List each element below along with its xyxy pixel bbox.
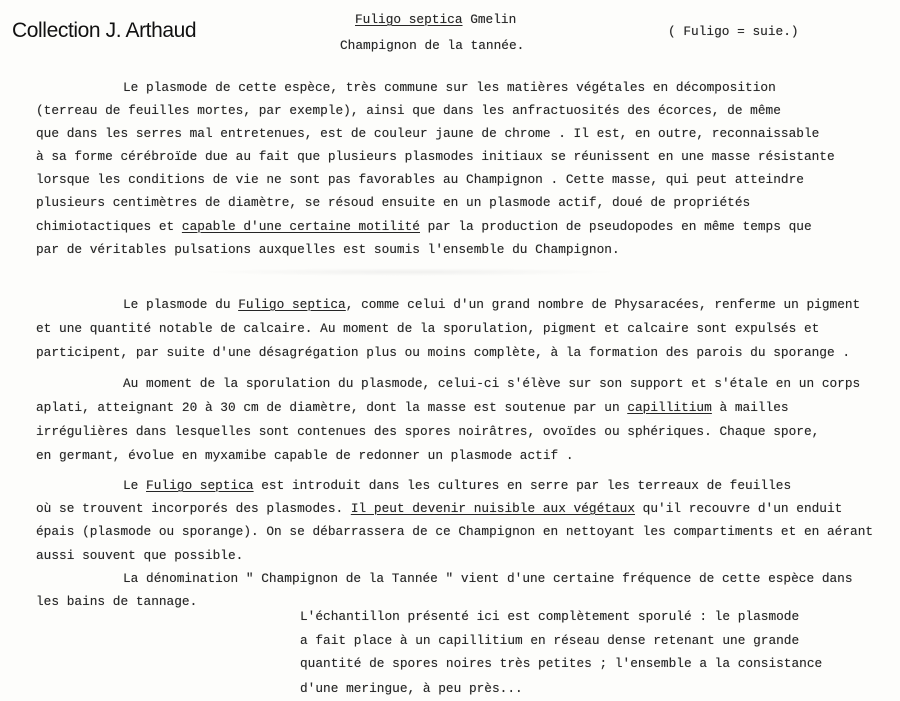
paper-smudge [200,268,620,276]
text-line: les bains de tannage. [36,594,198,609]
text-segment: Le plasmode du [123,297,239,312]
text-line: plusieurs centimètres de diamètre, se résoud ensuite en un plasmode actif, doué de propriétés [36,195,751,210]
text-line: L'échantillon présenté ici est complètement sporulé : le plasmode [300,609,800,624]
text-segment: Le [123,478,147,493]
text-segment: qu'il recouvre d'un enduit [635,501,843,516]
text-line: a fait place à un capillitium en réseau dense retenant une grande [300,633,800,648]
text-line: quantité de spores noires très petites ; l'ensemble a la consistance [300,656,823,671]
collection-label: Collection J. Arthaud [12,19,197,42]
text-line: participent, par suite d'une désagrégation plus ou moins complète, à la formation des parois du sporange . [36,345,851,360]
text-line: en germant, évolue en myxamibe capable de redonner un plasmode actif . [36,448,574,463]
underlined-phrase: capable d'une certaine motilité [181,219,420,234]
text-line: à sa forme cérébroïde due au fait que plusieurs plasmodes initiaux se réunissent en une masse résistante [36,149,835,164]
underlined-phrase: Il peut devenir nuisible aux végétaux [350,501,635,516]
title-author: Gmelin [462,12,517,27]
text-segment: où se trouvent incorporés des plasmodes. [36,501,351,516]
text-segment: par la production de pseudopodes en même temps que [419,219,812,234]
text-segment: à mailles [711,400,789,415]
underlined-phrase: capillitium [627,400,712,415]
text-segment: est introduit dans les cultures en serre par les terreaux de feuilles [253,478,792,493]
text-segment: aplati, atteignant 20 à 30 cm de diamètre, dont la masse est soutenue par un [36,400,628,415]
text-line: que dans les serres mal entretenues, est de couleur jaune de chrome . Il est, en outre, reconnaissable [36,126,820,141]
text-segment: chimiotactiques et [36,219,182,234]
text-line [36,400,789,415]
document-title [355,12,516,27]
text-line: Le plasmode de cette espèce, très commune sur les matières végétales en décomposition [123,80,776,95]
underlined-phrase: Fuligo septica [238,297,346,312]
text-line: irrégulières dans lesquelles sont contenues des spores noirâtres, ovoïdes ou sphériques. Chaque spore, [36,424,820,439]
text-line: aussi souvent que possible. [36,548,244,563]
text-line [36,219,812,234]
text-line [123,297,860,312]
text-line: (terreau de feuilles mortes, par exemple), ainsi que dans les anfractuosités des écorces, de même [36,103,781,118]
title-species: Fuligo septica [355,12,463,27]
text-segment: , comme celui d'un grand nombre de Physaracées, renferme un pigment [345,297,861,312]
text-line: lorsque les conditions de vie ne sont pas favorables au Champignon . Cette masse, qui peut atteindre [36,172,804,187]
text-line: d'une meringue, à peu près... [300,681,523,696]
text-line: La dénomination " Champignon de la Tannée " vient d'une certaine fréquence de cette espèce dans [123,571,853,586]
document-subtitle: Champignon de la tannée. [340,38,525,53]
text-line: et une quantité notable de calcaire. Au moment de la sporulation, pigment et calcaire sont expulsés et [36,321,820,336]
text-line: épais (plasmode ou sporange). On se débarrassera de ce Champignon en nettoyant les compartiments et en aérant [36,524,874,539]
underlined-phrase: Fuligo septica [146,478,254,493]
text-line: Au moment de la sporulation du plasmode, celui-ci s'élève sur son support et s'étale en un corps [123,376,861,391]
text-line: par de véritables pulsations auxquelles est soumis l'ensemble du Champignon. [36,242,620,257]
etymology-note: ( Fuligo = suie.) [668,24,799,39]
text-line [36,501,842,516]
text-line [123,478,791,493]
